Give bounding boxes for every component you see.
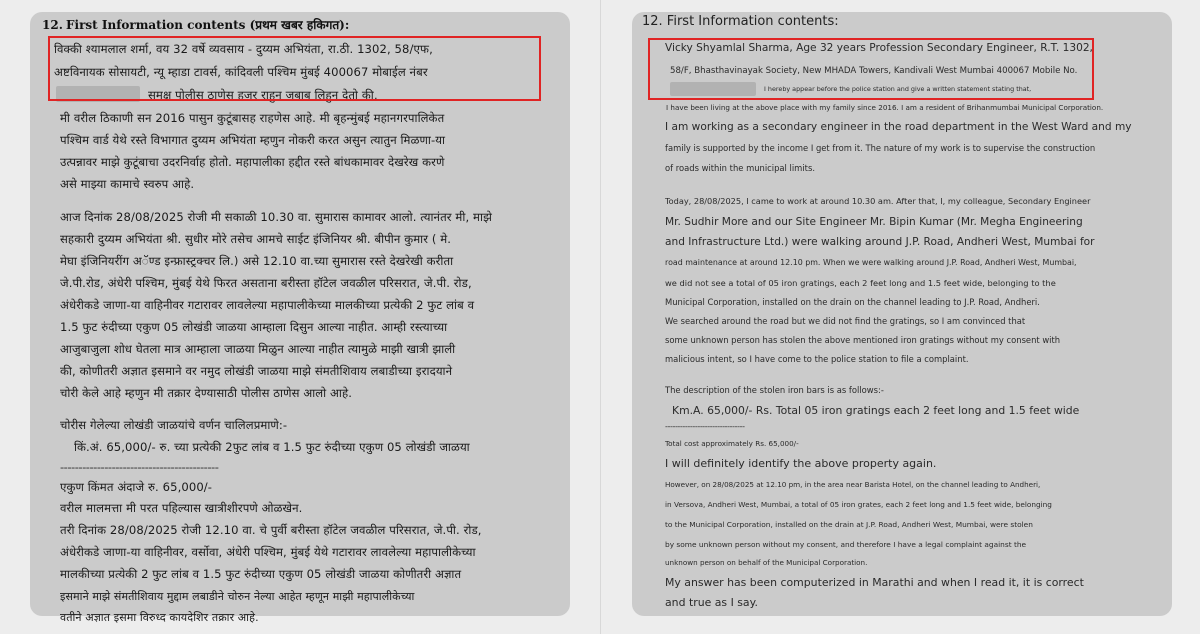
marathi-line: उत्पन्नावर माझे कुटूंबाचा उदरनिर्वाह होतो. महापालीका हद्दीत रस्ते बांधकामावर देखरेख करणे (60, 155, 445, 169)
marathi-line: किं.अं. 65,000/- रु. च्या प्रत्येकी 2फुट लांब व 1.5 फुट रुंदीच्या एकुण 05 लोखंडी जाळया (74, 440, 470, 454)
marathi-line: असे माझ्या कामाचे स्वरुप आहे. (60, 177, 195, 191)
translation-line: Municipal Corporation, installed on the drain on the channel leading to J.P. Road, Andheri. (665, 297, 1040, 307)
translation-line: malicious intent, so I have come to the police station to file a complaint. (665, 354, 969, 364)
marathi-line: वतीने अज्ञात इसमा विरुध्द कायदेशिर तक्रार आहे. (60, 611, 259, 624)
highlight-box-original (48, 36, 541, 101)
translation-line: by some unknown person without my consent, and therefore I have a legal complaint against the (665, 540, 1027, 549)
marathi-line: आज दिनांक 28/08/2025 रोजी मी सकाळी 10.30 वा. सुमारास कामावर आलो. त्यानंतर मी, माझे (60, 210, 492, 224)
translation-line: of roads within the municipal limits. (665, 163, 815, 173)
marathi-line: आजुबाजुला शोध घेतला मात्र आम्हाला जाळया मिळुन आल्या नाहीत त्यामुळे माझी खात्री झाली (60, 342, 456, 356)
marathi-line: सहकारी दुय्यम अभियंता श्री. सुधीर मोरे तसेच आमचे साईट इंजिनियर श्री. बीपीन कुमार ( मे. (60, 232, 452, 246)
marathi-line: 1.5 फुट रुंदीच्या एकुण 05 लोखंडी जाळया आम्हाला दिसुन आल्या नाहीत. आम्ही रस्त्याच्या (60, 320, 448, 334)
marathi-line: अंधेरीकडे जाणा-या वाहिनीवर, वर्सोवा, अंधेरी पश्चिम, मुंबई येथे गटारावर लावलेल्या महापालीकेच्या (60, 545, 476, 559)
translation-line: My answer has been computerized in Marathi and when I read it, it is correct (665, 576, 1084, 589)
translation-line: Km.A. 65,000/- Rs. Total 05 iron gratings each 2 feet long and 1.5 feet wide (672, 404, 1080, 417)
translation-line: and Infrastructure Ltd.) were walking around J.P. Road, Andheri West, Mumbai for (665, 236, 1095, 248)
translation-line: 58/F, Bhasthavinayak Society, New MHADA Towers, Kandivali West Mumbai 400067 Mobile No. (670, 66, 1078, 76)
translation-line: The description of the stolen iron bars is as follows:- (665, 385, 884, 395)
section-title: First Information contents (प्रथम खबर हकिगत): (66, 18, 350, 32)
translation-line: Mr. Sudhir More and our Site Engineer Mr. Bipin Kumar (Mr. Megha Engineering (665, 216, 1083, 228)
separator-line: -------------------------------- (665, 422, 745, 431)
translation-line: Total cost approximately Rs. 65,000/- (665, 439, 799, 448)
marathi-line: मालकीच्या प्रत्येकी 2 फुट लांब व 1.5 फुट रुंदीच्या एकुण 05 लोखंडी जाळया कोणीतरी अज्ञात (60, 567, 462, 581)
marathi-document-panel (30, 12, 570, 624)
marathi-line: मी वरील ठिकाणी सन 2016 पासुन कुटूंबासह राहणेस आहे. मी बृहन्मुंबई महानगरपालिकेत (60, 111, 445, 125)
marathi-line: चोरी केले आहे म्हणुन मी तक्रार देण्यासाठी पोलीस ठाणेस आलो आहे. (60, 386, 353, 400)
translation-line: family is supported by the income I get from it. The nature of my work is to supervise the construction (665, 143, 1096, 153)
marathi-line: जे.पी.रोड, अंधेरी पश्चिम, मुंबई येथे फिरत असताना बरीस्ता हॉटेल जवळील परिसरात, जे.पी. रोड, (60, 276, 472, 290)
translation-line: in Versova, Andheri West, Mumbai, a total of 05 iron grates, each 2 feet long and 1.5 feet wide, belonging (665, 500, 1052, 509)
highlight-box-translation (648, 38, 1094, 100)
marathi-line: अंधेरीकडे जाणा-या वाहिनीवर गटारावर लावलेल्या महापालीकेच्या मालकीच्या प्रत्येकी 2 फुट लांब व (60, 298, 475, 312)
marathi-line: चोरीस गेलेल्या लोखंडी जाळयांचे वर्णन चालिलप्रमाणे:- (60, 418, 288, 432)
marathi-line: विक्की श्यामलाल शर्मा, वय 32 वर्षे व्यवसाय - दुय्यम अभियंता, रा.ठी. 1302, 58/एफ, (54, 42, 433, 56)
translation-line: to the Municipal Corporation, installed on the drain at J.P. Road, Andheri West, Mumbai, were stolen (665, 520, 1033, 529)
translation-line: I hereby appear before the police station and give a written statement stating that, (764, 85, 1032, 93)
marathi-line: एकुण किंमत अंदाजे रु. 65,000/- (60, 480, 213, 494)
translation-line: some unknown person has stolen the above mentioned iron gratings without my consent with (665, 335, 1061, 345)
translation-line: unknown person on behalf of the Municipal Corporation. (665, 558, 868, 567)
translation-line: I am working as a secondary engineer in the road department in the West Ward and my (665, 121, 1132, 133)
marathi-line: अष्टविनायक सोसायटी, न्यू म्हाडा टावर्स, कांदिवली पश्चिम मुंबई 400067 मोबाईल नंबर (54, 65, 428, 79)
translation-line: and true as I say. (665, 596, 758, 609)
page-divider (600, 0, 601, 634)
translation-line: However, on 28/08/2025 at 12.10 pm, in the area near Barista Hotel, on the channel leading to Andheri, (665, 480, 1041, 489)
marathi-line: समक्ष पोलीस ठाणेस हजर राहुन जबाब लिहुन देतो की, (148, 88, 378, 102)
marathi-line: तरी दिनांक 28/08/2025 रोजी 12.10 वा. चे पुर्वी बरीस्ता हॉटेल जवळील परिसरात, जे.पी. रोड, (60, 523, 482, 537)
translation-line: Today, 28/08/2025, I came to work at around 10.30 am. After that, I, my colleague, Secondary Engineer (665, 196, 1091, 206)
marathi-line: मेघा इंजिनियरींग अॅण्ड इन्फ्रास्ट्रक्चर लि.) असे 12.10 वा.च्या सुमारास रस्ते देखरेखी करीता (60, 254, 454, 268)
translation-line: we did not see a total of 05 iron gratings, each 2 feet long and 1.5 feet wide, belonging to the (665, 278, 1056, 288)
section-heading: 12. First Information contents: (642, 14, 839, 29)
section-heading (42, 16, 349, 33)
translation-line: road maintenance at around 12.10 pm. When we were walking around J.P. Road, Andheri West, Mumbai, (665, 258, 1077, 267)
english-translation-panel (632, 12, 1172, 616)
translation-line: I have been living at the above place with my family since 2016. I am a resident of Brihanmumbai Municipal Corporation. (666, 103, 1104, 112)
marathi-line: पश्चिम वार्ड येथे रस्ते विभागात दुय्यम अभियंता म्हणुन नोकरी करत असुन त्यातुन मिळणा-या (60, 133, 446, 147)
marathi-line: की, कोणीतरी अज्ञात इसमाने वर नमुद लोखंडी जाळया माझे संमतीशिवाय लबाडीच्या इरादयाने (60, 364, 453, 378)
section-number: 12. (42, 18, 63, 32)
translation-line: Vicky Shyamlal Sharma, Age 32 years Profession Secondary Engineer, R.T. 1302, (665, 42, 1093, 54)
translation-line: We searched around the road but we did not find the gratings, so I am convinced that (665, 316, 1026, 326)
marathi-line: वरील मालमत्ता मी परत पहिल्यास खात्रीशीरपणे ओळखेन. (60, 501, 303, 515)
marathi-line: इसमाने माझे संमतीशिवाय मुद्दाम लबाडीने चोरुन नेल्या आहेत म्हणून माझी महापालीकेच्या (60, 590, 415, 603)
translation-line: I will definitely identify the above property again. (665, 457, 937, 470)
separator-line: ------------------------------------------- (60, 460, 219, 474)
